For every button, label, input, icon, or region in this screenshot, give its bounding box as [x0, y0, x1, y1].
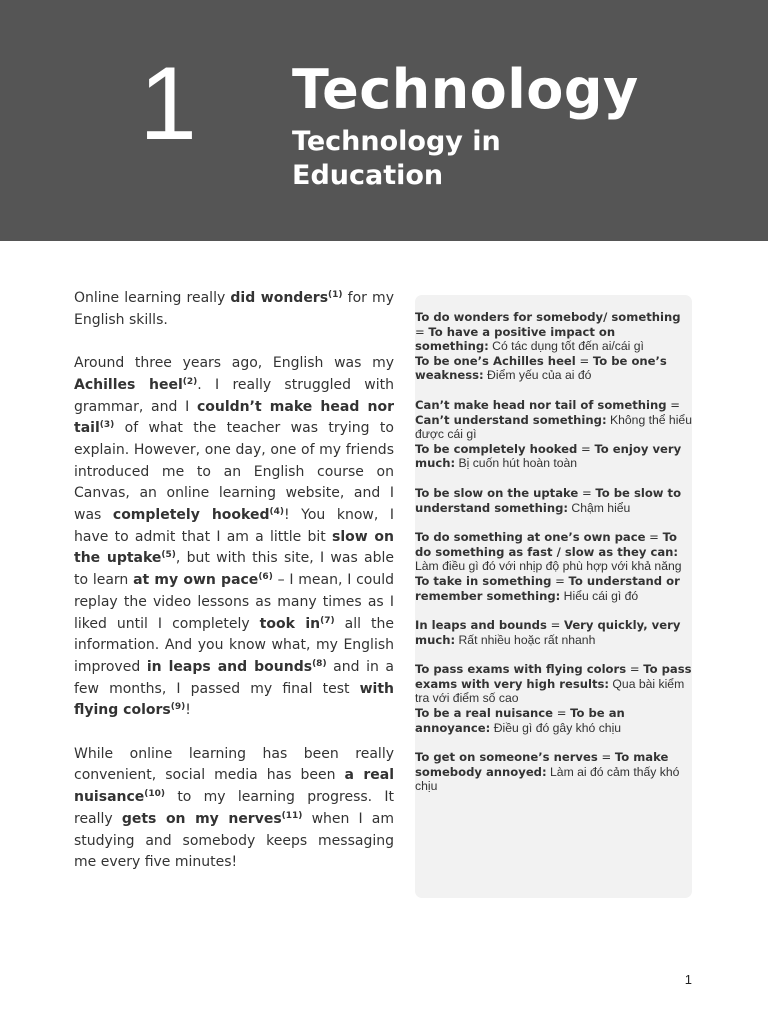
glossary-term: Can’t make head nor tail of something: [415, 397, 667, 412]
footnote-marker: (9): [170, 702, 186, 713]
glossary-term: To be a real nuisance: [415, 706, 554, 721]
chapter-title: Technology: [292, 58, 639, 121]
glossary-term: To get on someone’s nerves: [415, 750, 598, 765]
footnote-marker: (2): [182, 376, 198, 387]
glossary-term: To pass exams with flying colors: [415, 662, 627, 677]
glossary-entry: [415, 574, 692, 603]
footnote-marker: (7): [320, 615, 335, 626]
article-text: – I mean, I could replay the video lessons as many times as I liked until I completely: [74, 572, 395, 632]
highlighted-phrase: Achilles heel: [74, 376, 183, 393]
glossary-separator: =: [575, 353, 593, 368]
glossary-definition: Can’t understand something:: [415, 412, 607, 427]
glossary-group: [415, 486, 692, 515]
glossary-entry: [415, 310, 692, 354]
glossary-group: [415, 310, 692, 383]
glossary-group: [415, 530, 692, 603]
glossary-entry: [415, 486, 692, 515]
glossary-separator: =: [577, 441, 595, 456]
highlighted-phrase: did wonders: [230, 290, 329, 306]
glossary-definition: Very quickly, very much:: [415, 618, 681, 647]
glossary-entry: [415, 662, 692, 706]
article-text: when I am studying and somebody keeps messaging me every five minutes!: [74, 810, 394, 871]
vocabulary-glossary-box: [415, 295, 692, 898]
page-number: 1: [684, 972, 692, 987]
highlighted-phrase: at my own pace: [133, 572, 259, 589]
chapter-number: 1: [139, 46, 197, 162]
glossary-entry: [415, 530, 692, 574]
footnote-marker: (4): [269, 507, 284, 518]
glossary-separator: =: [551, 573, 569, 588]
glossary-group: [415, 618, 692, 647]
glossary-meaning: Hiểu cái gì đó: [560, 588, 639, 603]
highlighted-phrase: took in: [259, 615, 321, 632]
footnote-marker: (1): [328, 290, 343, 300]
glossary-definition: To be slow to understand something:: [415, 485, 682, 515]
article-text: Around three years ago, English was my: [74, 355, 394, 372]
glossary-definition: To make somebody annoyed:: [415, 750, 669, 779]
footnote-marker: (3): [99, 420, 115, 431]
glossary-entry: [415, 398, 692, 442]
highlighted-phrase: couldn’t make head nor tail: [74, 398, 394, 437]
footnote-marker: (6): [258, 572, 273, 583]
highlighted-phrase: gets on my nerves: [121, 810, 282, 827]
chapter-subtitle: Technology in Education: [292, 126, 501, 191]
highlighted-phrase: completely hooked: [112, 507, 270, 524]
highlighted-phrase: a real nuisance: [74, 767, 395, 806]
article-text: , but with this site, I was able to learn: [74, 550, 394, 589]
glossary-entry: [415, 750, 692, 794]
glossary-group: [415, 662, 692, 735]
article-text: for my English skills.: [74, 290, 394, 328]
glossary-separator: =: [415, 324, 429, 339]
glossary-entry: [415, 354, 692, 383]
glossary-term: In leaps and bounds: [415, 618, 547, 633]
glossary-meaning: Không thể hiểu được cái gì: [415, 412, 692, 442]
glossary-meaning: Điểm yếu của ai đó: [483, 368, 592, 383]
glossary-meaning: Chậm hiểu: [568, 500, 631, 515]
glossary-separator: =: [578, 485, 596, 500]
glossary-meaning: Làm ai đó cảm thấy khó chịu: [415, 764, 680, 794]
glossary-separator: =: [546, 618, 564, 633]
glossary-definition: To be one’s weakness:: [415, 353, 667, 383]
footnote-marker: (8): [312, 658, 327, 669]
footnote-marker: (10): [144, 789, 166, 800]
article-paragraph: [74, 744, 394, 874]
article-paragraph: [74, 288, 394, 331]
article-text: and in a few months, I passed my final test: [74, 658, 394, 697]
article-text: ! You know, I have to admit that I am a little bit: [74, 507, 394, 545]
article-text: . I really struggled with grammar, and I: [74, 376, 394, 415]
glossary-separator: =: [666, 397, 680, 412]
glossary-definition: To be an annoyance:: [415, 706, 625, 735]
glossary-group: [415, 750, 692, 794]
glossary-separator: =: [645, 530, 663, 545]
glossary-definition: To understand or remember something:: [415, 573, 680, 603]
glossary-meaning: Có tác dụng tốt đến ai/cái gì: [488, 339, 644, 354]
glossary-separator: =: [553, 706, 571, 721]
chapter-header: [0, 0, 768, 241]
article-text: Online learning really: [74, 290, 231, 306]
footnote-marker: (5): [161, 550, 176, 561]
article-text: !: [185, 702, 191, 719]
article-paragraph: [74, 353, 394, 722]
glossary-definition: To do something as fast / slow as they can:: [415, 530, 679, 559]
glossary-definition: To enjoy very much:: [415, 441, 682, 471]
glossary-meaning: Điều gì đó gây khó chịu: [490, 720, 622, 735]
glossary-meaning: Làm điều gì đó với nhịp độ phù hợp với khả năng: [415, 559, 682, 574]
glossary-meaning: Qua bài kiểm tra với điểm số cao: [415, 676, 685, 706]
glossary-term: To do wonders for somebody/ something: [415, 310, 681, 324]
glossary-term: To do something at one’s own pace: [415, 530, 646, 545]
highlighted-phrase: slow on the uptake: [74, 528, 394, 567]
article-text: While online learning has been really convenient, social media has been: [74, 745, 394, 784]
highlighted-phrase: with flying colors: [74, 680, 394, 719]
glossary-meaning: Bị cuốn hút hoàn toàn: [455, 456, 578, 471]
glossary-meaning: Rất nhiều hoặc rất nhanh: [455, 632, 596, 647]
article-text: of what the teacher was trying to explain. However, one day, one of my friends introduced me to an English course on Canvas, an online learning website, and I was: [74, 420, 394, 524]
glossary-separator: =: [597, 750, 615, 765]
article-text: all the information. And you know what, my English improved: [74, 615, 394, 675]
glossary-entry: [415, 442, 692, 471]
glossary-term: To be one’s Achilles heel: [415, 353, 576, 368]
glossary-definition: To pass exams with very high results:: [415, 662, 692, 691]
glossary-entry: [415, 706, 692, 735]
glossary-group: [415, 398, 692, 471]
glossary-definition: To have a positive impact on something:: [415, 324, 616, 354]
glossary-term: To be slow on the uptake: [415, 485, 579, 500]
footnote-marker: (11): [281, 810, 303, 821]
article-body: [74, 288, 394, 896]
highlighted-phrase: in leaps and bounds: [146, 658, 313, 675]
glossary-term: To take in something: [415, 573, 552, 588]
glossary-separator: =: [626, 662, 644, 677]
article-text: to my learning progress. It really: [74, 789, 394, 827]
glossary-term: To be completely hooked: [415, 441, 578, 456]
glossary-entry: [415, 618, 692, 647]
